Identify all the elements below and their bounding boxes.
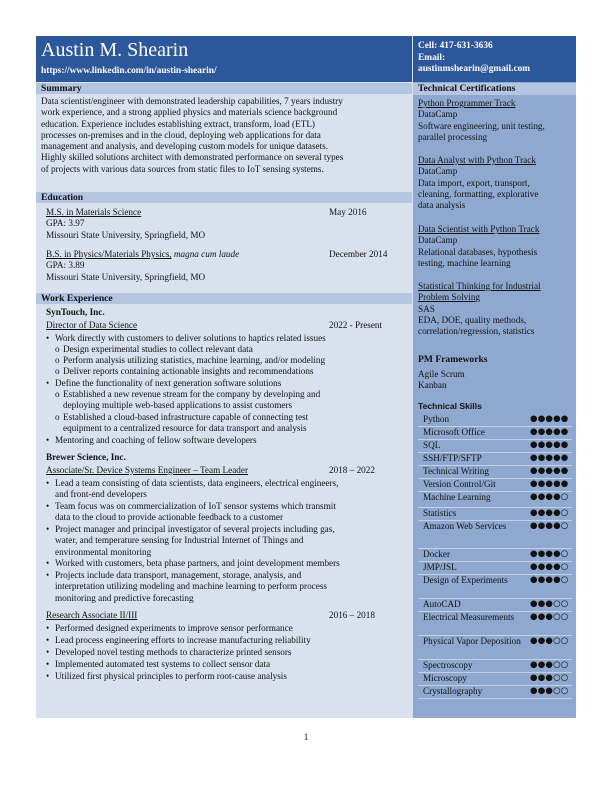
skill-row (418, 562, 572, 575)
skill-rating: ●●●○○ (530, 660, 569, 670)
skill-rating: ●●●●● (530, 427, 569, 437)
role-team-leader: Associate/Sr. Device Systems Engineer – Team Leader 2018 – 2022 (46, 465, 375, 475)
skill-rating: ●●●●○ (530, 508, 569, 518)
list-item: • Lead a team consisting of data scientists, data engineers, electrical engineers, and front-end developers (46, 478, 339, 500)
skill-name: Statistics (423, 508, 457, 518)
skill-rating: ●●●○○ (530, 673, 569, 683)
skill-rating: ●●●●○ (530, 521, 569, 531)
skill-rating: ●●●●● (530, 414, 569, 424)
cert-statistical-thinking: Statistical Thinking for Industrial Problem Solving SAS EDA, DOE, quality methods, correlation/regression, statistics (418, 281, 541, 337)
skill-name: AutoCAD (423, 599, 461, 609)
skill-rating: ●●●○○ (530, 636, 569, 646)
skill-row (418, 508, 572, 521)
list-item: • Utilized first physical principles to perform root-cause analysis (46, 671, 287, 681)
skill-rating: ●●●●● (530, 466, 569, 476)
cert-data-analyst: Data Analyst with Python Track DataCamp Data import, export, transport, cleaning, formatting, explorative data analysis (418, 155, 539, 211)
list-item: o Established a cloud-based infrastructure capable of connecting test equipment to a centralized resource for data transport and analysis (55, 412, 309, 434)
skill-name: Crystallography (423, 686, 483, 696)
skill-name: Spectroscopy (423, 660, 473, 670)
skill-row (418, 686, 572, 699)
list-item: • Performed designed experiments to improve sensor performance (46, 623, 293, 633)
list-item: • Worked with customers, beta phase partners, and joint development members (46, 558, 340, 568)
list-item: • Define the functionality of next generation software solutions (46, 378, 282, 388)
education-heading: Education (36, 192, 412, 203)
contact-email-label: Email: (418, 52, 446, 63)
skill-rating: ●●●●● (530, 440, 569, 450)
skill-row (418, 660, 572, 673)
skill-name: JMP/JSL (423, 562, 457, 572)
skill-rating: ●●●●○ (530, 575, 569, 585)
skill-row (418, 549, 572, 562)
skill-rating: ●●●●○ (530, 492, 569, 502)
education-degree-bs: B.S. in Physics/Materials Physics, magna cum laude December 2014 GPA: 3.89 Missouri State University, Springfield, MO (46, 249, 388, 282)
skill-name: Microscopy (423, 673, 467, 683)
skill-row (418, 612, 572, 636)
skill-rating: ●●●●● (530, 479, 569, 489)
skill-row (418, 466, 572, 479)
skill-name: Python (423, 414, 450, 424)
main-column (36, 36, 412, 718)
skill-rating: ●●●●○ (530, 562, 569, 572)
role-research-associate: Research Associate II/III 2016 – 2018 (46, 610, 375, 620)
certifications-heading: Technical Certifications (413, 83, 576, 95)
list-item: • Developed novel testing methods to characterize printed sensors (46, 647, 292, 657)
skills-heading: Technical Skills (418, 401, 482, 411)
summary-text: Data scientist/engineer with demonstrated leadership capabilities, 7 years industry work experience, and a strong applied physics and materials science background education. Experience includes establishing extract, transform, load (ETL) processes on-premises and in the cloud, deploying web applications for data management and analysis, and developing custom models for unique datasets. Highly skilled solutions architect with demonstrated performance on several types of projects with various data sources from static files to IoT sensing systems. (41, 96, 344, 174)
skill-row (418, 521, 572, 549)
pm-frameworks: Agile Scrum Kanban (418, 369, 465, 391)
work-heading: Work Experience (36, 293, 412, 304)
linkedin-link[interactable]: https://www.linkedin.com/in/austin-shearin/ (41, 66, 217, 76)
cert-python-programmer: Python Programmer Track DataCamp Software engineering, unit testing, parallel processing (418, 98, 545, 142)
list-item: o Design experimental studies to collect relevant data (55, 344, 253, 354)
skill-row (418, 492, 572, 508)
skill-name: SSH/FTP/SFTP (423, 453, 482, 463)
list-item: o Deliver reports containing actionable insights and recommendations (55, 366, 314, 376)
list-item: • Implemented automated test systems to collect sensor data (46, 659, 271, 669)
name-header (36, 36, 412, 82)
skill-row (418, 440, 572, 453)
skill-name: Technical Writing (423, 466, 489, 476)
skill-name: Microsoft Office (423, 427, 485, 437)
skill-name: Design of Experiments (423, 575, 508, 585)
skill-row (418, 673, 572, 686)
skill-name: Machine Learning (423, 492, 491, 502)
skill-name: SQL (423, 440, 441, 450)
resume-page (36, 36, 576, 718)
skill-row (418, 427, 572, 440)
list-item: • Project manager and principal investigator of several projects including gas, water, and temperature sensing for Industrial Internet of Things and environmental monitoring (46, 524, 335, 557)
candidate-name: Austin M. Shearin (41, 39, 189, 61)
skill-rating: ●●●●○ (530, 549, 569, 559)
skill-rating: ●●●○○ (530, 612, 569, 622)
list-item: • Team focus was on commercialization of IoT sensor systems which transmit data to the cloud to provide actionable feedback to a customer (46, 501, 336, 523)
contact-cell: Cell: 417-631-3636 (418, 41, 493, 51)
skill-rating: ●●●●● (530, 453, 569, 463)
skill-row (418, 453, 572, 466)
skill-name: Version Control/Git (423, 479, 496, 489)
list-item: o Perform analysis utilizing statistics, machine learning, and/or modeling (55, 355, 326, 365)
company-syntouch: SynTouch, Inc. (46, 307, 105, 317)
skill-name: Amazon Web Services (423, 521, 507, 531)
skill-row (418, 636, 572, 660)
skill-row (418, 479, 572, 492)
list-item: • Lead process engineering efforts to increase manufacturing reliability (46, 635, 311, 645)
skill-name: Physical Vapor Deposition (423, 636, 521, 646)
contact-header (413, 36, 576, 82)
list-item: • Projects include data transport, management, storage, analysis, and interpretation utilizing modeling and machine learning to perform process monitoring and predictive forecasting (46, 570, 327, 603)
cert-data-scientist: Data Scientist with Python Track DataCamp Relational databases, hypothesis testing, machine learning (418, 224, 540, 268)
list-item: • Work directly with customers to deliver solutions to haptics related issues (46, 333, 326, 343)
sidebar-column (413, 36, 576, 718)
skill-name: Electrical Measurements (423, 612, 515, 622)
skill-name: Docker (423, 549, 451, 559)
role-director: Director of Data Science 2022 - Present (46, 320, 383, 330)
page-number: 1 (303, 732, 309, 742)
skill-row (418, 575, 572, 599)
education-degree-ms: M.S. in Materials Science May 2016 GPA: 3.97 Missouri State University, Springfield, MO (46, 207, 367, 240)
skill-rating: ●●●○○ (530, 686, 569, 696)
list-item: • Mentoring and coaching of fellow software developers (46, 435, 257, 445)
company-brewer: Brewer Science, Inc. (46, 452, 126, 462)
summary-heading: Summary (36, 83, 412, 94)
pm-heading: PM Frameworks (418, 354, 488, 365)
list-item: o Established a new revenue stream for the company by developing and deploying multiple web-based applications to assist customers (55, 389, 321, 411)
contact-email[interactable]: austinmshearin@gmail.com (418, 64, 531, 74)
skill-row (418, 414, 572, 427)
skill-rating: ●●●○○ (530, 599, 569, 609)
skill-row (418, 599, 572, 612)
